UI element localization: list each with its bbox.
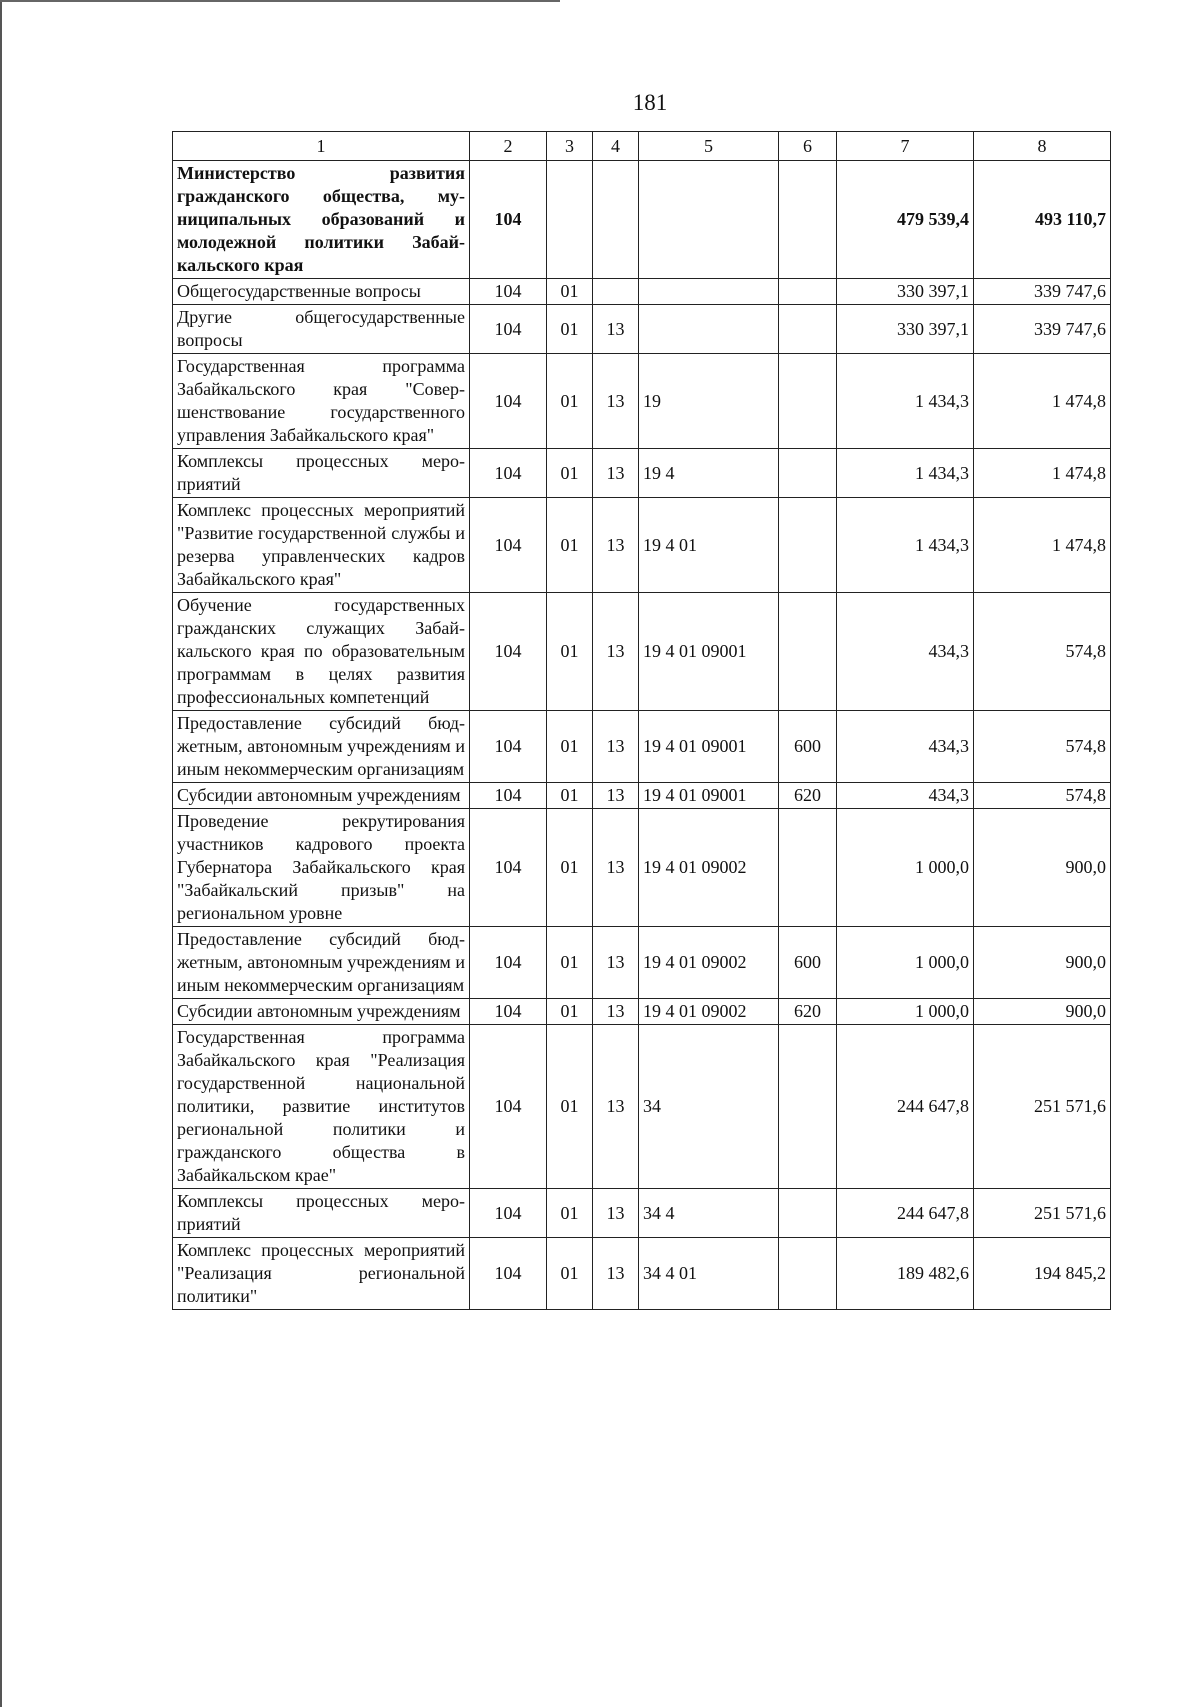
code-cell-6: 620 — [779, 783, 837, 809]
header-cell: 5 — [639, 132, 779, 161]
amount-cell-8: 574,8 — [974, 783, 1111, 809]
code-cell-3: 01 — [547, 999, 593, 1025]
code-cell-4: 13 — [593, 809, 639, 927]
amount-cell-7: 1 434,3 — [837, 498, 974, 593]
code-cell-4 — [593, 279, 639, 305]
code-cell-3: 01 — [547, 593, 593, 711]
code-cell-6: 600 — [779, 711, 837, 783]
table-row — [173, 593, 1111, 711]
code-cell-5 — [639, 161, 779, 279]
table-row — [173, 1025, 1111, 1189]
code-cell-3: 01 — [547, 305, 593, 354]
amount-cell-8: 574,8 — [974, 711, 1111, 783]
header-cell: 2 — [470, 132, 547, 161]
table-row — [173, 927, 1111, 999]
code-cell-5: 19 4 01 09002 — [639, 809, 779, 927]
code-cell-5 — [639, 279, 779, 305]
code-cell-3: 01 — [547, 1189, 593, 1238]
table-row — [173, 809, 1111, 927]
code-cell-3: 01 — [547, 279, 593, 305]
code-cell-2: 104 — [470, 1238, 547, 1310]
code-cell-3: 01 — [547, 354, 593, 449]
code-cell-4: 13 — [593, 999, 639, 1025]
code-cell-2: 104 — [470, 161, 547, 279]
amount-cell-7: 1 000,0 — [837, 999, 974, 1025]
code-cell-5: 19 4 01 09002 — [639, 927, 779, 999]
table-row — [173, 305, 1111, 354]
amount-cell-8: 900,0 — [974, 927, 1111, 999]
row-name-cell: Государственная программа Забайкальского края "Совершенствование государственного управления Забайкальского края" — [173, 354, 470, 449]
row-name-cell: Общегосударственные вопросы — [173, 279, 470, 305]
code-cell-4: 13 — [593, 449, 639, 498]
code-cell-3 — [547, 161, 593, 279]
header-cell: 4 — [593, 132, 639, 161]
header-cell: 1 — [173, 132, 470, 161]
code-cell-2: 104 — [470, 711, 547, 783]
table-body — [173, 161, 1111, 1310]
amount-cell-7: 434,3 — [837, 593, 974, 711]
amount-cell-7: 244 647,8 — [837, 1189, 974, 1238]
amount-cell-8: 251 571,6 — [974, 1025, 1111, 1189]
code-cell-5: 19 4 01 09001 — [639, 711, 779, 783]
amount-cell-8: 900,0 — [974, 999, 1111, 1025]
code-cell-4: 13 — [593, 498, 639, 593]
code-cell-3: 01 — [547, 783, 593, 809]
code-cell-4: 13 — [593, 1025, 639, 1189]
code-cell-4: 13 — [593, 927, 639, 999]
code-cell-3: 01 — [547, 449, 593, 498]
row-name-cell: Субсидии автономным учреждениям — [173, 999, 470, 1025]
row-name-cell: Проведение рекрутирования участников кадрового проекта Губернатора Забайкальского края "Забайкальский призыв" на региональном уровне — [173, 809, 470, 927]
code-cell-4: 13 — [593, 783, 639, 809]
code-cell-4: 13 — [593, 1189, 639, 1238]
amount-cell-8: 339 747,6 — [974, 305, 1111, 354]
table-row — [173, 354, 1111, 449]
table-row — [173, 999, 1111, 1025]
amount-cell-7: 244 647,8 — [837, 1025, 974, 1189]
table-row — [173, 711, 1111, 783]
code-cell-2: 104 — [470, 593, 547, 711]
code-cell-6 — [779, 593, 837, 711]
code-cell-6: 600 — [779, 927, 837, 999]
row-name-cell: Другие общегосударственные вопросы — [173, 305, 470, 354]
code-cell-6: 620 — [779, 999, 837, 1025]
row-name-cell: Комплексы процессных мероприятий — [173, 1189, 470, 1238]
row-name-cell: Обучение государственных гражданских служащих Забайкальского края по образовательным программам в целях развития профессиональных компетенций — [173, 593, 470, 711]
amount-cell-7: 1 000,0 — [837, 927, 974, 999]
row-name-cell: Комплекс процессных мероприятий "Развитие государственной службы и резерва управленческих кадров Забайкальского края" — [173, 498, 470, 593]
code-cell-5: 19 4 01 09001 — [639, 783, 779, 809]
row-name-cell: Комплексы процессных мероприятий — [173, 449, 470, 498]
code-cell-5 — [639, 305, 779, 354]
code-cell-2: 104 — [470, 999, 547, 1025]
code-cell-4 — [593, 161, 639, 279]
table-row — [173, 498, 1111, 593]
amount-cell-8: 251 571,6 — [974, 1189, 1111, 1238]
code-cell-4: 13 — [593, 354, 639, 449]
amount-cell-7: 1 000,0 — [837, 809, 974, 927]
amount-cell-7: 189 482,6 — [837, 1238, 974, 1310]
code-cell-6 — [779, 161, 837, 279]
table-row — [173, 449, 1111, 498]
amount-cell-7: 1 434,3 — [837, 354, 974, 449]
code-cell-3: 01 — [547, 1025, 593, 1189]
table-row — [173, 279, 1111, 305]
amount-cell-8: 574,8 — [974, 593, 1111, 711]
row-name-cell: Комплекс процессных мероприятий "Реализация региональной политики" — [173, 1238, 470, 1310]
code-cell-5: 19 4 — [639, 449, 779, 498]
amount-cell-7: 330 397,1 — [837, 279, 974, 305]
code-cell-2: 104 — [470, 1189, 547, 1238]
table-row — [173, 1189, 1111, 1238]
amount-cell-7: 330 397,1 — [837, 305, 974, 354]
code-cell-2: 104 — [470, 809, 547, 927]
code-cell-2: 104 — [470, 305, 547, 354]
code-cell-4: 13 — [593, 305, 639, 354]
header-row — [173, 132, 1111, 161]
code-cell-6 — [779, 498, 837, 593]
code-cell-6 — [779, 305, 837, 354]
code-cell-2: 104 — [470, 783, 547, 809]
amount-cell-8: 1 474,8 — [974, 354, 1111, 449]
code-cell-3: 01 — [547, 809, 593, 927]
amount-cell-8: 194 845,2 — [974, 1238, 1111, 1310]
row-name-cell: Государственная программа Забайкальского края "Реализация государственной национальной политики, развитие институтов региональной политики и гражданского общества в Забайкальском крае" — [173, 1025, 470, 1189]
code-cell-3: 01 — [547, 498, 593, 593]
scan-top-edge — [0, 0, 560, 2]
code-cell-6 — [779, 354, 837, 449]
table-row — [173, 161, 1111, 279]
amount-cell-8: 900,0 — [974, 809, 1111, 927]
code-cell-2: 104 — [470, 279, 547, 305]
amount-cell-7: 434,3 — [837, 783, 974, 809]
amount-cell-8: 339 747,6 — [974, 279, 1111, 305]
row-name-cell: Предоставление субсидий бюджетным, автономным учреждениям и иным некоммерческим организациям — [173, 927, 470, 999]
code-cell-5: 19 4 01 09002 — [639, 999, 779, 1025]
code-cell-5: 19 4 01 — [639, 498, 779, 593]
amount-cell-8: 1 474,8 — [974, 498, 1111, 593]
page-number: 181 — [632, 90, 668, 115]
code-cell-6 — [779, 1238, 837, 1310]
amount-cell-7: 479 539,4 — [837, 161, 974, 279]
code-cell-4: 13 — [593, 711, 639, 783]
scan-left-edge — [0, 0, 2, 1707]
code-cell-6 — [779, 1189, 837, 1238]
header-cell: 7 — [837, 132, 974, 161]
code-cell-5: 34 4 01 — [639, 1238, 779, 1310]
code-cell-2: 104 — [470, 449, 547, 498]
code-cell-5: 34 — [639, 1025, 779, 1189]
table-row — [173, 1238, 1111, 1310]
row-name-cell: Субсидии автономным учреждениям — [173, 783, 470, 809]
amount-cell-7: 434,3 — [837, 711, 974, 783]
code-cell-6 — [779, 279, 837, 305]
code-cell-2: 104 — [470, 498, 547, 593]
code-cell-6 — [779, 1025, 837, 1189]
code-cell-5: 34 4 — [639, 1189, 779, 1238]
code-cell-5: 19 4 01 09001 — [639, 593, 779, 711]
budget-table — [172, 131, 1111, 1310]
code-cell-2: 104 — [470, 927, 547, 999]
amount-cell-8: 493 110,7 — [974, 161, 1111, 279]
amount-cell-8: 1 474,8 — [974, 449, 1111, 498]
header-cell: 3 — [547, 132, 593, 161]
code-cell-6 — [779, 449, 837, 498]
code-cell-2: 104 — [470, 1025, 547, 1189]
code-cell-6 — [779, 809, 837, 927]
table-row — [173, 783, 1111, 809]
code-cell-3: 01 — [547, 711, 593, 783]
code-cell-3: 01 — [547, 927, 593, 999]
code-cell-4: 13 — [593, 593, 639, 711]
code-cell-5: 19 — [639, 354, 779, 449]
row-name-cell: Предоставление субсидий бюджетным, автономным учреждениям и иным некоммерческим организациям — [173, 711, 470, 783]
row-name-cell: Министерство развития гражданского общества, муниципальных образований и молодежной политики Забайкальского края — [173, 161, 470, 279]
amount-cell-7: 1 434,3 — [837, 449, 974, 498]
code-cell-4: 13 — [593, 1238, 639, 1310]
header-cell: 6 — [779, 132, 837, 161]
code-cell-2: 104 — [470, 354, 547, 449]
code-cell-3: 01 — [547, 1238, 593, 1310]
header-cell: 8 — [974, 132, 1111, 161]
